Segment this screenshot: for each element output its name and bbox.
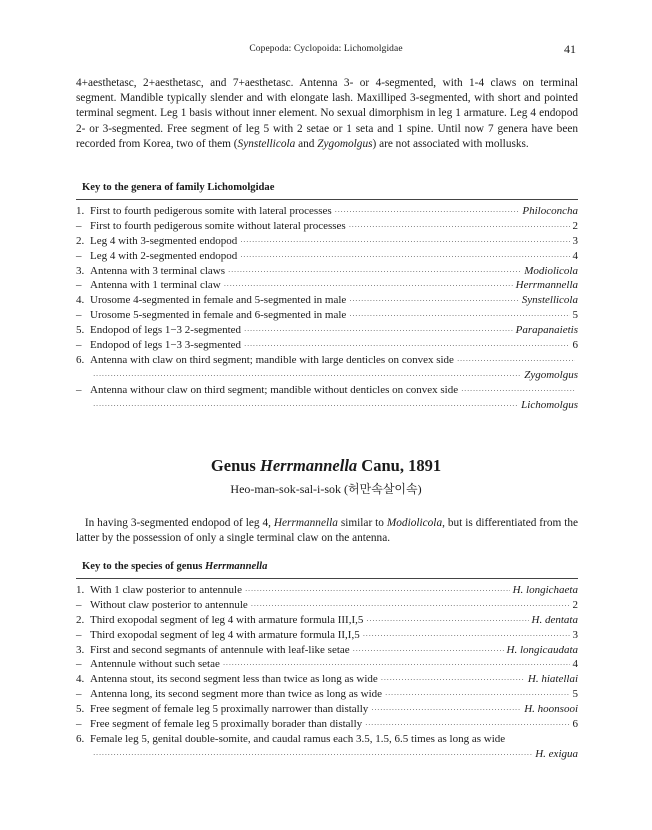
couplet-result: Parapanaietis	[515, 324, 578, 337]
dot-leader	[240, 235, 569, 247]
couplet-text: Free segment of female leg 5 proximally borader than distally	[90, 718, 363, 731]
key-row	[76, 658, 578, 673]
couplet-result: 6	[572, 718, 578, 731]
couplet-result: H. longicaudata	[506, 643, 578, 656]
couplet-text: Third exopodal segment of leg 4 with armature formula III,I,5	[90, 613, 364, 626]
couplet-text: Female leg 5, genital double-somite, and caudal ramus each 3.5, 1.5, 6.5 times as long as wide	[90, 732, 506, 745]
couplet-number: 2.	[76, 613, 85, 626]
intro-text-2: ) are not associated with mollusks.	[372, 137, 529, 150]
couplet-text: First to fourth pedigerous somite without lateral processes	[90, 219, 346, 232]
couplet-number: 6.	[76, 732, 85, 745]
intro-and: and	[295, 137, 318, 150]
intro-paragraph	[76, 76, 578, 152]
dot-leader	[244, 339, 569, 351]
key-row-continued	[76, 369, 578, 384]
couplet-result: 2	[572, 219, 578, 232]
couplet-result: Herrmannella	[515, 279, 578, 292]
page-number: 41	[564, 42, 576, 56]
couplet-result: Lichomolgus	[521, 398, 578, 411]
key-genera-heading: Key to the genera of family Lichomolgidae	[82, 182, 275, 193]
couplet-result: H. dentata	[531, 613, 578, 626]
couplet-number: 2.	[76, 234, 85, 247]
dot-leader	[240, 250, 569, 262]
key-row	[76, 324, 578, 339]
couplet-result: Zygomolgus	[524, 368, 578, 381]
couplet-result: H. hoonsooi	[524, 703, 578, 716]
couplet-result: H. exigua	[535, 747, 578, 760]
couplet-number: 1.	[76, 205, 85, 217]
key-row	[76, 599, 578, 614]
key-row	[76, 279, 578, 294]
dot-leader	[349, 220, 570, 232]
couplet-result: 5	[572, 309, 578, 322]
key-row	[76, 644, 578, 659]
dot-leader	[244, 324, 513, 336]
genus-para-herrmannella: Herrmannella	[273, 517, 338, 529]
couplet-text: Antenna stout, its second segment less than twice as long as wide	[90, 673, 378, 686]
genus-title	[0, 456, 652, 476]
couplet-number: –	[76, 688, 82, 701]
key-row-continued	[76, 748, 578, 763]
dot-leader	[381, 673, 525, 685]
couplet-text: Antenna long, its second segment more than twice as long as wide	[90, 688, 383, 701]
key-row	[76, 339, 578, 354]
couplet-result: 4	[572, 249, 578, 262]
couplet-number: –	[76, 718, 82, 731]
couplet-result: 3	[572, 628, 578, 641]
dot-leader	[365, 718, 569, 730]
couplet-number: 6.	[76, 353, 85, 366]
running-title: Copepoda: Cyclopoida: Lichomolgidae	[249, 44, 403, 54]
dot-leader	[457, 354, 575, 366]
couplet-number: 3.	[76, 264, 85, 277]
genus-title-author: Canu, 1891	[357, 456, 442, 475]
dot-leader	[353, 644, 504, 656]
key-row	[76, 265, 578, 280]
couplet-text: Endopod of legs 1−3 3-segmented	[90, 339, 242, 352]
genus-paragraph	[76, 516, 578, 546]
couplet-result: Synstellicola	[521, 294, 578, 307]
couplet-result: 6	[572, 339, 578, 352]
key-row	[76, 718, 578, 733]
genus-title-name: Herrmannella	[259, 456, 358, 475]
couplet-text: Antenna with claw on third segment; mandible with large denticles on convex side	[90, 353, 454, 366]
couplet-text: First to fourth pedigerous somite with lateral processes	[90, 205, 332, 217]
couplet-result: 3	[572, 234, 578, 247]
couplet-text: With 1 claw posterior to antennule	[90, 584, 242, 596]
dot-leader	[385, 688, 569, 700]
couplet-number: –	[76, 658, 82, 671]
couplet-number: –	[76, 309, 82, 322]
key-row	[76, 250, 578, 265]
couplet-text: Third exopodal segment of leg 4 with armature formula II,I,5	[90, 628, 360, 641]
couplet-number: –	[76, 279, 82, 292]
couplet-number: 1.	[76, 584, 85, 596]
dot-leader	[371, 703, 521, 715]
couplet-number: –	[76, 598, 82, 611]
couplet-result: H. longichaeta	[512, 584, 578, 596]
dot-leader	[224, 279, 513, 291]
couplet-text: Antenna with 1 terminal claw	[90, 279, 221, 292]
dot-leader	[349, 294, 519, 306]
key-species-heading	[82, 561, 267, 572]
couplet-text: Endopod of legs 1−3 2-segmented	[90, 324, 242, 337]
dot-leader	[461, 384, 575, 396]
couplet-number: –	[76, 339, 82, 352]
couplet-number: 5.	[76, 324, 85, 337]
genus-para-a: In having 3-segmented endopod of leg 4,	[84, 517, 274, 529]
key-row	[76, 703, 578, 718]
dot-leader	[93, 399, 518, 411]
couplet-number: –	[76, 219, 82, 232]
genus-para-b: similar to	[337, 517, 387, 529]
dot-leader	[349, 309, 569, 321]
key-genera-rule	[76, 199, 578, 200]
dot-leader	[245, 584, 510, 596]
key-row	[76, 614, 578, 629]
couplet-number: –	[76, 383, 82, 396]
key-species	[76, 584, 578, 763]
key-species-heading-text: Key to the species of genus	[82, 561, 205, 572]
dot-leader	[228, 265, 521, 277]
couplet-number: 4.	[76, 294, 85, 307]
key-row	[76, 688, 578, 703]
key-row	[76, 384, 578, 399]
couplet-text: First and second segmants of antennule with leaf-like setae	[90, 643, 350, 656]
key-row	[76, 235, 578, 250]
key-row-continued	[76, 399, 578, 414]
couplet-result: 5	[572, 688, 578, 701]
couplet-number: 5.	[76, 703, 85, 716]
page-header	[0, 42, 652, 58]
couplet-text: Urosome 5-segmented in female and 6-segmented in male	[90, 309, 347, 322]
key-row	[76, 220, 578, 235]
key-row	[76, 354, 578, 369]
dot-leader	[93, 369, 521, 381]
couplet-result: 2	[572, 598, 578, 611]
couplet-number: –	[76, 628, 82, 641]
couplet-text: Antenna with 3 terminal claws	[90, 264, 226, 277]
genus-korean-name: Heo-man-sok-sal-i-sok (허만속살이속)	[230, 482, 422, 496]
dot-leader	[223, 658, 570, 670]
genus-para-c: , but is differentiated from the latter by the possession of only a single terminal claw on the antenna.	[76, 517, 578, 545]
couplet-text: Leg 4 with 3-segmented endopod	[90, 234, 238, 247]
key-row	[76, 294, 578, 309]
key-row	[76, 673, 578, 688]
couplet-text: Antennule without such setae	[90, 658, 220, 671]
couplet-result: H. hiatellai	[527, 673, 578, 686]
key-row	[76, 629, 578, 644]
dot-leader	[366, 614, 528, 626]
key-species-heading-genus: Herrmannella	[205, 561, 268, 572]
couplet-text: Free segment of female leg 5 proximally narrower than distally	[90, 703, 369, 716]
couplet-text: Without claw posterior to antennule	[90, 598, 248, 611]
intro-text-1: 4+aesthetasc, 2+aesthetasc, and 7+aesthetasc. Antenna 3- or 4-segmented, with 1-4 claws on terminal segment. Mandible typically slender and with elongate lash. Maxilliped 3-segmented, with short and pointed terminal segment. Leg 1 basis without inner element. No sexual dimorphism in leg 1 armature. Leg 4 endopod 2- or 3-segmented. Free segment of leg 5 with 2 setae or 1 seta and 1 spine. Until now 7 genera have been recorded from Korea, two of them (	[76, 77, 578, 150]
dot-leader	[93, 748, 532, 760]
dot-leader	[363, 629, 570, 641]
couplet-result: Philoconcha	[522, 205, 578, 217]
key-row	[76, 733, 578, 748]
couplet-number: 3.	[76, 643, 85, 656]
couplet-result: 4	[572, 658, 578, 671]
key-genera	[76, 205, 578, 413]
couplet-number: –	[76, 249, 82, 262]
genus-title-prefix: Genus	[210, 456, 260, 475]
couplet-number: 4.	[76, 673, 85, 686]
intro-genus-synstellicola: Synstellicola	[237, 137, 296, 150]
key-row	[76, 205, 578, 220]
couplet-text: Leg 4 with 2-segmented endopod	[90, 249, 238, 262]
couplet-text: Urosome 4-segmented in female and 5-segmented in male	[90, 294, 347, 307]
couplet-result: Modiolicola	[524, 264, 578, 277]
couplet-text: Antenna withour claw on third segment; mandible without denticles on convex side	[90, 383, 459, 396]
genus-para-modiolicola: Modiolicola	[386, 517, 443, 529]
key-row	[76, 584, 578, 599]
dot-leader	[251, 599, 570, 611]
dot-leader	[335, 205, 520, 217]
key-row	[76, 309, 578, 324]
intro-genus-zygomolgus: Zygomolgus	[317, 137, 373, 150]
key-species-rule	[76, 578, 578, 579]
